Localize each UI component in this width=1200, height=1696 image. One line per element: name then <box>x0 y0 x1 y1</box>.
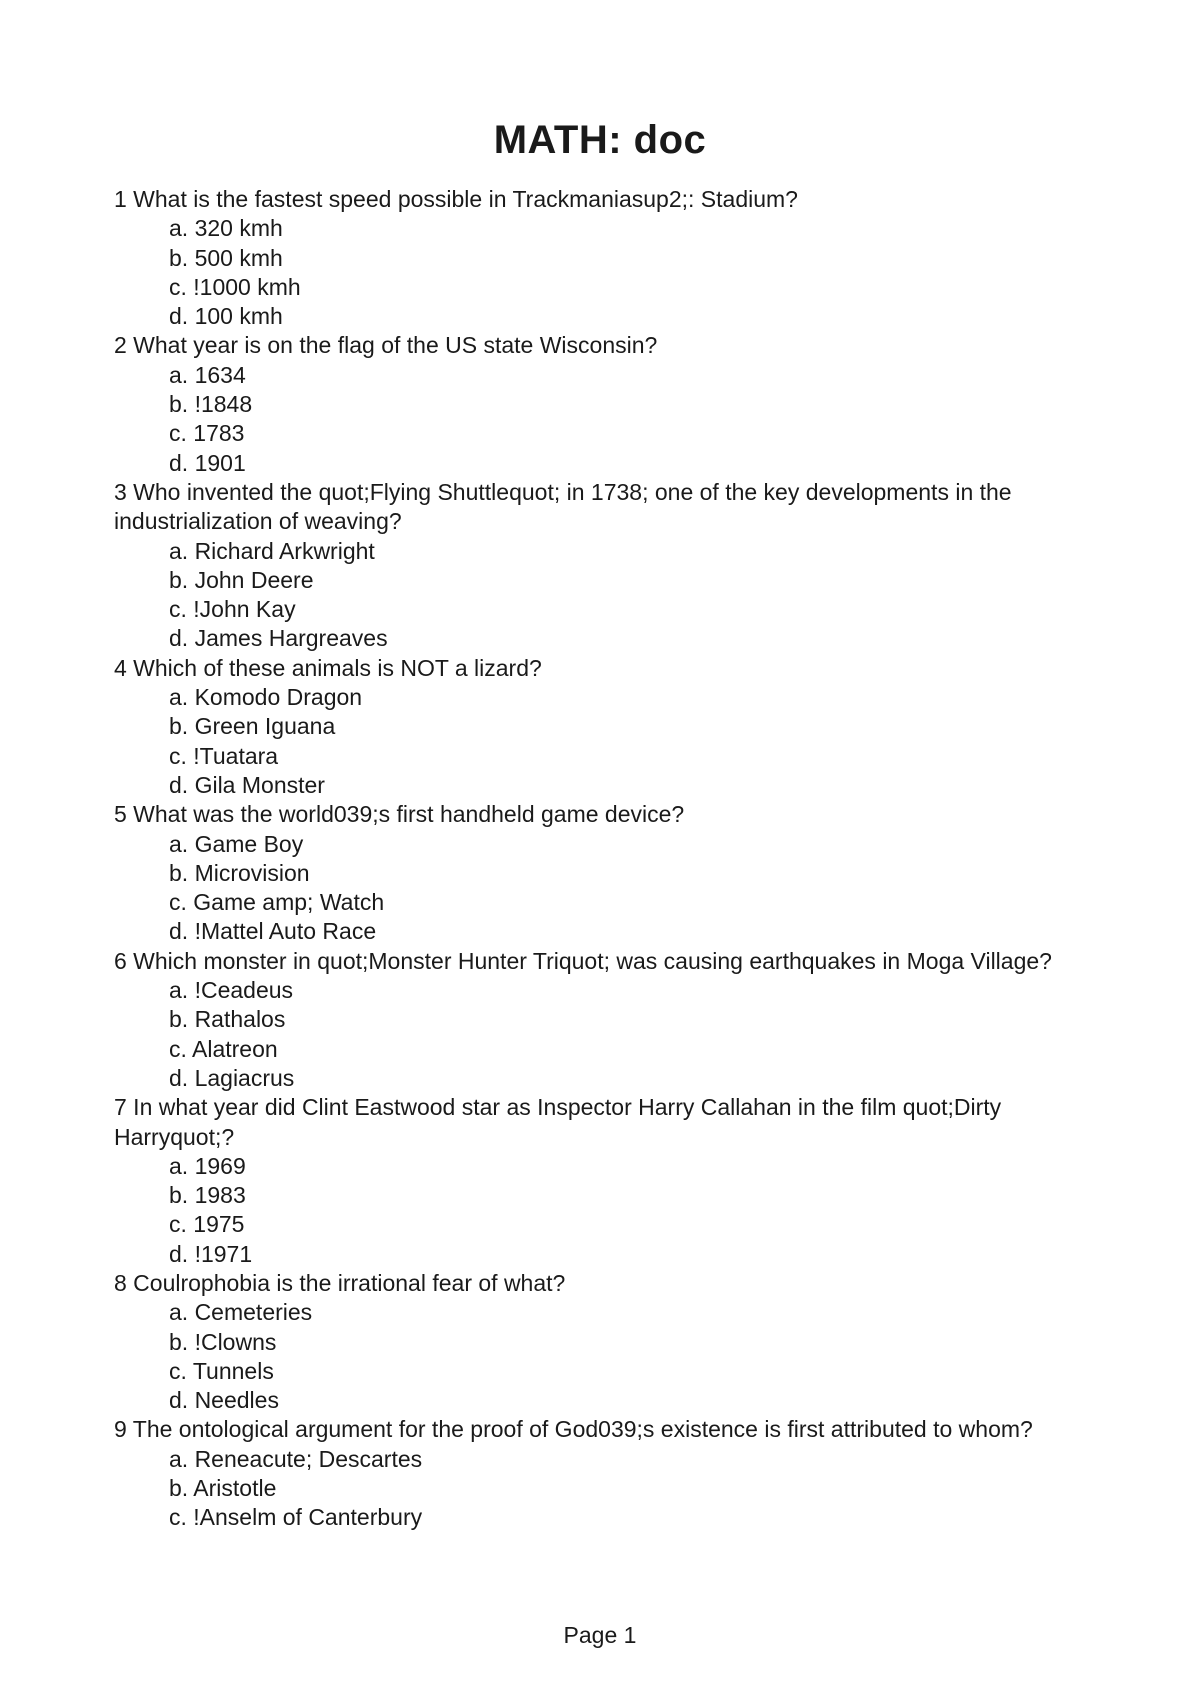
option-item: c. Alatreon <box>169 1035 278 1062</box>
option-item: a. Game Boy <box>169 830 304 857</box>
question-block <box>114 1269 1094 1415</box>
question-block <box>114 1415 1094 1532</box>
page-title: MATH: doc <box>493 118 707 162</box>
option-item: b. !Clowns <box>169 1328 277 1355</box>
question-text: 9 The ontological argument for the proof of God039;s existence is first attributed to whom? <box>114 1416 1033 1443</box>
option-item: c. Game amp; Watch <box>169 889 385 916</box>
question-block <box>114 331 1094 477</box>
option-item: a. Reneacute; Descartes <box>169 1445 423 1472</box>
option-item: c. !1000 kmh <box>169 273 301 300</box>
option-item: d. Needles <box>169 1387 279 1414</box>
option-item: a. !Ceadeus <box>169 977 294 1004</box>
option-list <box>114 361 1094 478</box>
option-item: a. Cemeteries <box>169 1299 313 1326</box>
question-block <box>114 478 1094 654</box>
option-item: d. 1901 <box>169 449 246 476</box>
option-item: b. Green Iguana <box>169 713 336 740</box>
question-block <box>114 1093 1094 1269</box>
question-text: 1 What is the fastest speed possible in Trackmaniasup2;: Stadium? <box>114 186 798 212</box>
option-list <box>114 683 1094 800</box>
question-text: 6 Which monster in quot;Monster Hunter Triquot; was causing earthquakes in Moga Village? <box>114 947 1052 974</box>
option-item: b. Rathalos <box>169 1006 286 1033</box>
option-list <box>114 1152 1094 1269</box>
option-item: c. 1783 <box>169 420 245 447</box>
option-item: d. Lagiacrus <box>169 1064 295 1091</box>
option-list <box>114 214 1094 331</box>
option-item: c. !Anselm of Canterbury <box>169 1504 423 1531</box>
option-item: c. !John Kay <box>169 596 296 623</box>
option-list <box>114 1445 1094 1533</box>
option-item: a. Komodo Dragon <box>169 684 363 711</box>
question-text: 2 What year is on the flag of the US state Wisconsin? <box>114 332 658 359</box>
option-item: d. James Hargreaves <box>169 625 388 652</box>
option-item: d. Gila Monster <box>169 771 325 798</box>
option-list <box>114 830 1094 947</box>
option-item: b. 1983 <box>169 1182 246 1209</box>
option-item: b. Microvision <box>169 859 310 886</box>
option-item: c. Tunnels <box>169 1357 274 1384</box>
option-item: a. 1634 <box>169 361 246 388</box>
option-item: a. Richard Arkwright <box>169 537 375 564</box>
option-item: a. 320 kmh <box>169 215 283 242</box>
question-text: 8 Coulrophobia is the irrational fear of what? <box>114 1269 566 1296</box>
question-text: 3 Who invented the quot;Flying Shuttlequot; in 1738; one of the key developments in the industrialization of weaving? <box>114 478 1012 535</box>
option-item: b. !1848 <box>169 391 253 418</box>
option-item: c. !Tuatara <box>169 742 279 769</box>
option-item: d. !1971 <box>169 1240 253 1267</box>
option-item: b. John Deere <box>169 566 314 593</box>
question-text: 4 Which of these animals is NOT a lizard? <box>114 654 542 681</box>
option-item: d. !Mattel Auto Race <box>169 918 377 945</box>
option-list <box>114 1298 1094 1415</box>
question-block <box>114 185 1094 331</box>
option-item: b. 500 kmh <box>169 244 283 271</box>
question-list <box>114 185 1094 1533</box>
option-list <box>114 976 1094 1093</box>
question-text: 7 In what year did Clint Eastwood star as Inspector Harry Callahan in the film quot;Dirty Harryquot;? <box>114 1094 1002 1150</box>
option-item: d. 100 kmh <box>169 303 283 330</box>
option-list <box>114 537 1094 654</box>
question-text: 5 What was the world039;s first handheld game device? <box>114 801 685 828</box>
question-block <box>114 947 1094 1093</box>
option-item: b. Aristotle <box>169 1475 277 1502</box>
option-item: c. 1975 <box>169 1211 245 1238</box>
page-number: Page 1 <box>563 1622 637 1648</box>
question-block <box>114 800 1094 946</box>
question-block <box>114 654 1094 800</box>
option-item: a. 1969 <box>169 1152 246 1179</box>
